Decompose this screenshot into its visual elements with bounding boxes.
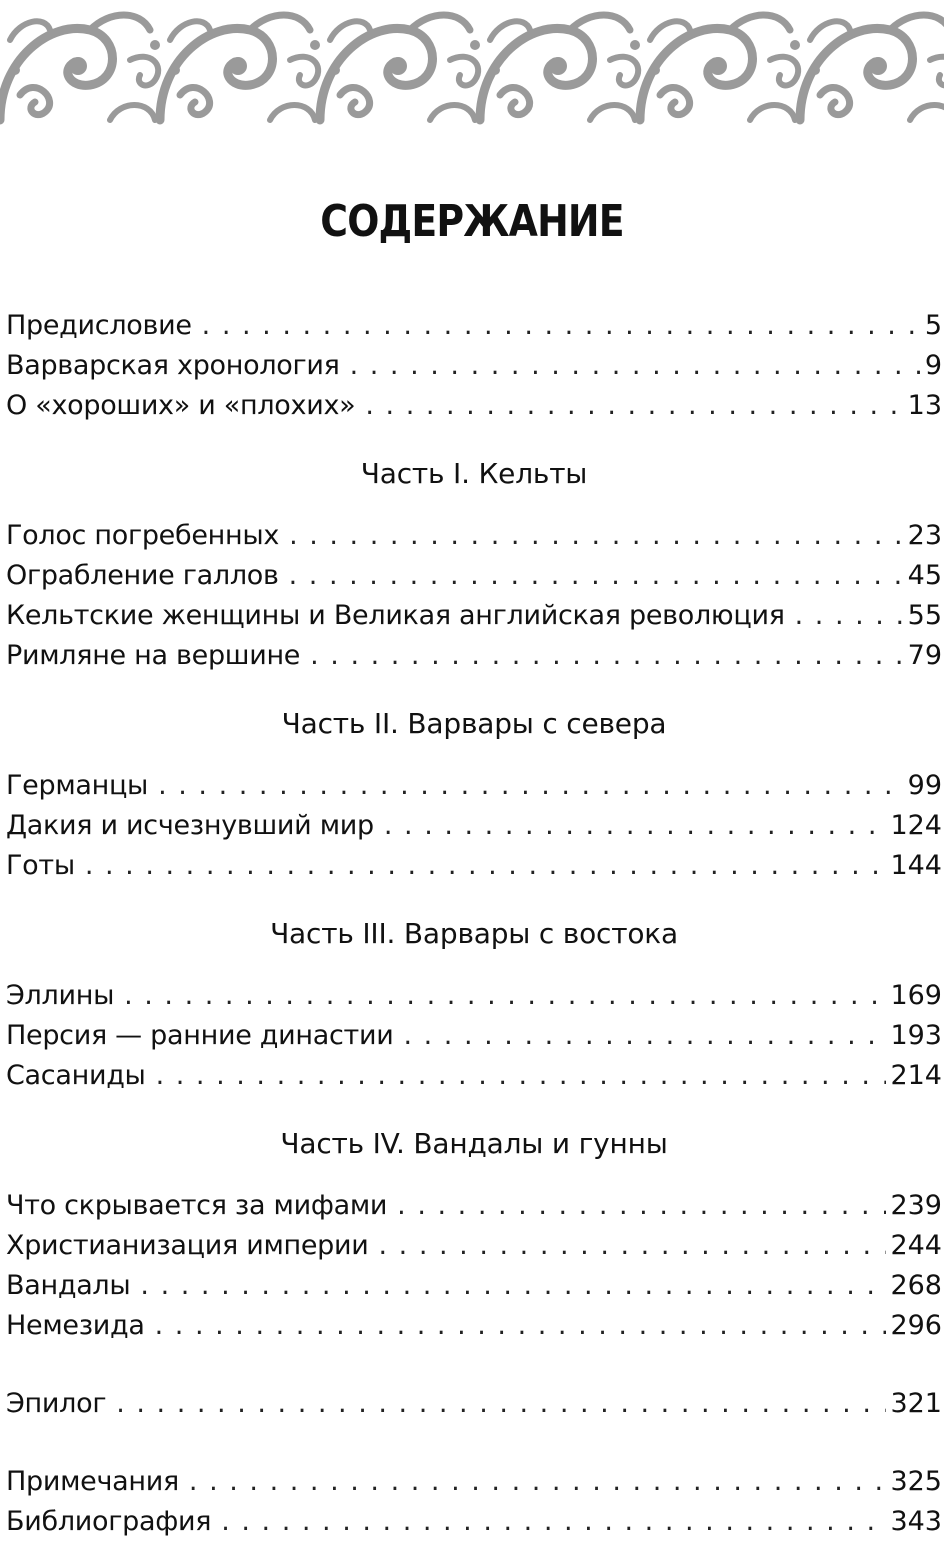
spacer [6, 1096, 942, 1124]
dot-leader [289, 556, 904, 596]
part-heading: Часть III. Варвары с востока [270, 917, 678, 950]
dot-leader [379, 1226, 887, 1266]
toc-entry[interactable] [6, 1016, 942, 1056]
toc-entry[interactable] [6, 1056, 942, 1096]
dot-leader [365, 386, 903, 426]
toc-entry-label: Христианизация империи [6, 1230, 369, 1261]
part-heading: Часть I. Кельты [360, 457, 588, 490]
toc-entry[interactable] [6, 766, 942, 806]
page-title: СОДЕРЖАНИЕ [320, 196, 624, 247]
dot-leader [124, 976, 886, 1016]
spacer [6, 494, 942, 516]
toc-entry-label: Варварская хронология [6, 350, 340, 381]
toc-entry-label: Римляне на вершине [6, 640, 301, 671]
toc-entry[interactable] [6, 1186, 942, 1226]
toc-entry-label: Эпилог [6, 1388, 107, 1419]
toc-entry[interactable] [6, 806, 942, 846]
toc-entry[interactable] [6, 596, 942, 636]
toc-entry-page-number: 23 [907, 520, 942, 551]
dot-leader [116, 1384, 886, 1424]
toc-entry-page-number: 343 [890, 1506, 942, 1537]
toc-entry-label: О «хороших» и «плохих» [6, 390, 356, 421]
dot-leader [384, 806, 887, 846]
toc-entry-page-number: 45 [907, 560, 942, 591]
toc-entry[interactable] [6, 1502, 942, 1542]
dot-leader [189, 1462, 887, 1502]
toc-entry-page-number: 325 [890, 1466, 942, 1497]
toc-entry-label: Ограбление галлов [6, 560, 279, 591]
toc-entry[interactable] [6, 846, 942, 886]
toc-entry[interactable] [6, 1462, 942, 1502]
dot-leader [85, 846, 887, 886]
toc-entry[interactable] [6, 1384, 942, 1424]
part-heading: Часть II. Варвары с севера [281, 707, 667, 740]
dot-leader [397, 1186, 886, 1226]
dot-leader [310, 636, 904, 676]
toc-entry[interactable] [6, 1306, 942, 1346]
spacer [6, 744, 942, 766]
toc-entry[interactable] [6, 556, 942, 596]
dot-leader [156, 1056, 887, 1096]
dot-leader [221, 1502, 886, 1542]
toc-entry-label: Примечания [6, 1466, 179, 1497]
dot-leader [202, 306, 921, 346]
toc-entry-page-number: 193 [890, 1020, 942, 1051]
toc-entry-page-number: 296 [890, 1310, 942, 1341]
toc-entry-label: Кельтские женщины и Великая английская революция [6, 600, 785, 631]
toc-entry-page-number: 9 [924, 350, 942, 381]
toc-entry-label: Германцы [6, 770, 149, 801]
dot-leader [158, 766, 904, 806]
ornament-row [0, 15, 944, 120]
part-heading: Часть IV. Вандалы и гунны [280, 1127, 668, 1160]
toc-entry[interactable] [6, 976, 942, 1016]
toc-entry-label: Библиография [6, 1506, 212, 1537]
toc-entry-label: Сасаниды [6, 1060, 146, 1091]
toc-entry-label: Голос погребенных [6, 520, 280, 551]
toc-entry-label: Немезида [6, 1310, 145, 1341]
spacer [6, 954, 942, 976]
toc-entry-label: Эллины [6, 980, 115, 1011]
toc-entry-page-number: 169 [890, 980, 942, 1011]
toc-entry-page-number: 214 [890, 1060, 942, 1091]
toc-entry-page-number: 55 [907, 600, 942, 631]
spacer [6, 676, 942, 704]
dot-leader [140, 1266, 886, 1306]
decorative-ornament-border [0, 0, 944, 132]
toc-entry-page-number: 268 [890, 1270, 942, 1301]
toc-entry-page-number: 321 [890, 1388, 942, 1419]
dot-leader [403, 1016, 886, 1056]
toc-entry[interactable] [6, 1266, 942, 1306]
toc-entry-page-number: 79 [907, 640, 942, 671]
dot-leader [350, 346, 921, 386]
toc-entry-page-number: 5 [924, 310, 942, 341]
toc-entry-page-number: 124 [890, 810, 942, 841]
toc-entry[interactable] [6, 386, 942, 426]
toc-entry[interactable] [6, 516, 942, 556]
spacer [6, 1164, 942, 1186]
toc-entry-label: Предисловие [6, 310, 192, 341]
toc-entry-page-number: 13 [907, 390, 942, 421]
dot-leader [795, 596, 904, 636]
toc-entry[interactable] [6, 346, 942, 386]
dot-leader [155, 1306, 887, 1346]
spacer [6, 1424, 942, 1462]
toc-entry-label: Персия — ранние династии [6, 1020, 394, 1051]
toc-entry-page-number: 244 [890, 1230, 942, 1261]
toc-entry-label: Готы [6, 850, 75, 881]
toc-entry[interactable] [6, 1226, 942, 1266]
toc-entry-page-number: 239 [890, 1190, 942, 1221]
toc-entry-label: Дакия и исчезнувший мир [6, 810, 374, 841]
toc-entry-page-number: 144 [890, 850, 942, 881]
spacer [6, 1346, 942, 1384]
toc-entry-page-number: 99 [907, 770, 942, 801]
toc-entry-label: Что скрывается за мифами [6, 1190, 388, 1221]
table-of-contents [6, 306, 942, 1542]
spacer [6, 886, 942, 914]
dot-leader [289, 516, 904, 556]
toc-entry[interactable] [6, 636, 942, 676]
spacer [6, 426, 942, 454]
toc-entry[interactable] [6, 306, 942, 346]
toc-entry-label: Вандалы [6, 1270, 131, 1301]
